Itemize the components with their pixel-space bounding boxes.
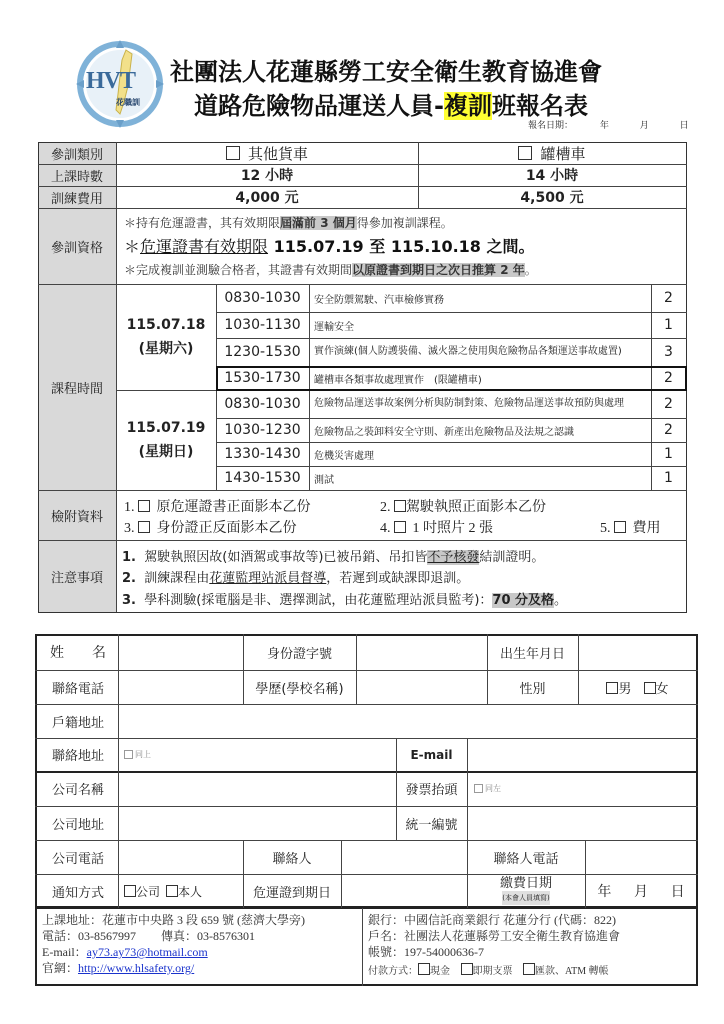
gender-label: 性別 <box>519 681 546 697</box>
email-label: E-mail <box>410 747 453 762</box>
category-label: 參訓類別 <box>50 147 103 163</box>
session-topic: 安全防禦駕駛、汽車檢修實務 <box>314 294 444 306</box>
pay-cash-label: 現金 <box>430 966 450 977</box>
attachment-num: 5. <box>600 521 611 536</box>
checkbox[interactable] <box>138 500 150 512</box>
note-text: 學科測驗(採電腦是非、選擇測試，由花蓮監理站派員監考)： <box>144 593 493 608</box>
contact-person-input[interactable] <box>342 841 466 873</box>
payment-method-label: 付款方式： <box>368 966 418 977</box>
day-date: 115.07.19 <box>126 420 206 436</box>
checkbox-other-truck[interactable] <box>226 146 240 160</box>
signup-day[interactable]: 日 <box>679 121 689 131</box>
education-label: 學歷(學校名稱) <box>255 681 344 697</box>
qual-text: 。 <box>524 263 537 277</box>
cert-expiry-input[interactable] <box>342 875 466 907</box>
phone-input[interactable] <box>119 671 242 703</box>
checkbox-tank-truck[interactable] <box>518 146 532 160</box>
note-text: 。 <box>554 593 568 608</box>
attachment-text: 費用 <box>632 521 661 536</box>
checkbox[interactable] <box>394 521 406 533</box>
option-tank-truck[interactable] <box>418 142 686 164</box>
footer-email-label: E-mail： <box>42 945 87 959</box>
qualification-line-2 <box>124 234 535 257</box>
note-underline: 花蓮監理站派員督導 <box>209 571 327 586</box>
company-name-label: 公司名稱 <box>51 783 104 798</box>
notify-self[interactable] <box>166 883 202 900</box>
attachment-item-1[interactable] <box>124 496 311 516</box>
note-3 <box>122 589 567 608</box>
checkbox-notify-company[interactable] <box>124 885 136 897</box>
checkbox[interactable] <box>614 521 626 533</box>
attachment-item-2[interactable] <box>380 496 546 516</box>
checkbox-same-left[interactable] <box>474 784 483 793</box>
account-name: 戶名：社團法人花蓮縣勞工安全衛生教育協進會 <box>368 929 621 943</box>
bank-name: 銀行：中國信託商業銀行 花蓮分行 (代碼：822) <box>368 913 616 927</box>
pay-date-label-cell <box>467 874 585 908</box>
household-address-label: 戶籍地址 <box>51 715 104 731</box>
attachment-text: 駕駛執照正面影本乙份 <box>406 500 546 515</box>
account-number: 帳號：197-54000636-7 <box>368 945 484 959</box>
note-2 <box>122 567 469 586</box>
title-highlight: 複訓 <box>443 92 492 120</box>
session-hours: 2 <box>664 290 673 306</box>
signup-month[interactable]: 月 <box>639 121 649 131</box>
cert-expiry-label: 危運證到期日 <box>252 885 331 901</box>
note-highlight: 不予核發 <box>427 550 480 565</box>
session-time: 1530-1730 <box>224 370 301 386</box>
option-other-truck[interactable] <box>116 142 418 164</box>
checkbox-cash[interactable] <box>418 963 430 975</box>
attachment-text: 身份證正反面影本乙份 <box>156 521 297 536</box>
session-topic: 危險物品之裝卸料安全守則、新產出危險物品及法規之認識 <box>314 426 574 438</box>
title-suffix: 班報名表 <box>491 92 588 120</box>
session-hours: 2 <box>664 422 673 438</box>
session-hours: 2 <box>664 370 673 386</box>
phone-fax <box>42 928 305 944</box>
contact-address-label: 聯絡地址 <box>51 749 104 764</box>
contact-address-input[interactable] <box>124 738 394 771</box>
attachment-item-4[interactable] <box>380 517 493 537</box>
footer-bank <box>368 912 620 980</box>
hours-other-truck: 12 小時 <box>240 168 294 184</box>
note-text: 結訓證明。 <box>479 550 545 565</box>
pay-date-label: 繳費日期 <box>499 876 552 891</box>
birth-label: 出生年月日 <box>499 646 565 662</box>
note-num: 2. <box>122 571 136 586</box>
note-text: 駕駛執照因故(如酒駕或事故等)已被吊銷、吊扣皆 <box>144 550 428 565</box>
session-time: 1330-1430 <box>224 446 301 462</box>
fee-tank-truck: 4,500 元 <box>520 190 584 206</box>
attachment-item-3[interactable] <box>124 517 297 537</box>
pay-date-input[interactable] <box>586 874 696 908</box>
notes-label: 注意事項 <box>50 570 103 586</box>
qual-highlight: 屆滿前 3 個月 <box>280 216 357 230</box>
note-text: ，若遲到或缺課即退訓。 <box>326 571 470 586</box>
phone-label: 聯絡電話 <box>51 681 104 697</box>
qual-star: ＊ <box>124 237 141 256</box>
note-1 <box>122 546 544 565</box>
contact-phone-input[interactable] <box>586 841 696 873</box>
pay-month: 月 <box>633 884 648 900</box>
checkbox-check[interactable] <box>461 963 473 975</box>
session-topic: 實作演練(個人防護裝備、滅火器之使用與危險物品各類運送事故處置) <box>314 346 622 357</box>
day-weekday: (星期日) <box>138 444 194 460</box>
org-name: 社團法人花蓮縣勞工安全衛生教育協進會 <box>170 58 602 86</box>
footer-website-link[interactable]: http://www.hlsafety.org/ <box>78 961 195 975</box>
fee-other-truck: 4,000 元 <box>235 190 299 206</box>
tax-id-input[interactable] <box>468 807 696 839</box>
footer-email-link[interactable]: ay73.ay73@hotmail.com <box>86 945 208 959</box>
male-label: 男 <box>618 681 632 697</box>
invoice-title-label: 發票抬頭 <box>405 783 458 798</box>
signup-date-label: 報名日期： <box>528 121 574 131</box>
contact-phone-label: 聯絡人電話 <box>493 851 559 867</box>
session-hours: 2 <box>664 396 673 412</box>
schedule-day-2 <box>116 390 216 490</box>
qualification-line-3 <box>124 261 537 278</box>
payment-methods <box>368 963 620 980</box>
note-num: 3. <box>122 593 136 608</box>
id-input[interactable] <box>357 636 486 669</box>
logo-subtext: 花職訓 <box>116 98 140 107</box>
day-date: 115.07.18 <box>126 317 206 333</box>
notify-company-label: 公司 <box>136 884 161 899</box>
session-time: 1230-1530 <box>224 344 301 360</box>
footer-phone: 電話：03-8567997 <box>42 929 136 943</box>
name-label: 姓 名 <box>50 645 106 661</box>
company-phone-label: 公司電話 <box>51 851 104 867</box>
checkbox-notify-self[interactable] <box>166 885 178 897</box>
session-topic: 危機災害處理 <box>314 450 374 462</box>
household-address-input[interactable] <box>119 705 696 737</box>
company-name-input[interactable] <box>119 773 395 805</box>
pay-year: 年 <box>597 884 612 900</box>
session-time: 1030-1130 <box>224 317 301 333</box>
logo <box>76 40 164 128</box>
qual-validity-range: 115.07.19 至 115.10.18 之間。 <box>268 237 535 256</box>
company-phone-input[interactable] <box>119 841 242 873</box>
note-highlight: 70 分及格 <box>492 593 555 608</box>
pay-date-note: (本會人員填寫) <box>502 891 549 905</box>
attachment-num: 4. <box>380 521 391 536</box>
attachment-num: 3. <box>124 521 135 536</box>
note-num: 1. <box>122 550 136 565</box>
footer-email-line <box>42 944 305 960</box>
qual-highlight: 以原證書到期日之次日推算 2 年 <box>352 263 525 277</box>
footer-contact <box>42 912 305 976</box>
footer-website-label: 官網： <box>42 961 79 975</box>
contact-person-label: 聯絡人 <box>272 851 312 867</box>
day-weekday: (星期六) <box>138 341 194 357</box>
pay-day: 日 <box>670 884 685 900</box>
session-topic: 罐槽車各類事故處理實作 (限罐槽車) <box>314 374 482 386</box>
company-address-label: 公司地址 <box>51 817 104 833</box>
title-prefix: 道路危險物品運送人員- <box>194 92 444 120</box>
attachment-num: 2. <box>380 500 391 515</box>
invoice-title-input[interactable] <box>474 771 694 806</box>
session-hours: 1 <box>664 317 673 333</box>
session-hours: 1 <box>664 446 673 462</box>
session-time: 0830-1030 <box>224 396 301 412</box>
attachment-item-5[interactable] <box>600 517 661 537</box>
logo-text: HVT <box>86 68 136 94</box>
signup-date <box>528 118 689 131</box>
checkbox-transfer[interactable] <box>523 963 535 975</box>
notify-method-label: 通知方式 <box>51 885 104 901</box>
signup-year[interactable]: 年 <box>599 121 609 131</box>
birth-input[interactable] <box>579 636 696 669</box>
name-input[interactable] <box>119 636 242 669</box>
schedule-day-1 <box>116 284 216 390</box>
checkbox-female[interactable] <box>644 682 656 694</box>
pay-check-label: 即期支票 <box>472 966 513 977</box>
notify-method-options <box>124 874 242 908</box>
attachments-label: 檢附資料 <box>50 509 103 525</box>
checkbox-same-above[interactable] <box>124 750 133 759</box>
note-text: 訓練課程由 <box>144 571 210 586</box>
session-time: 1030-1230 <box>224 422 301 438</box>
hours-label: 上課時數 <box>50 169 103 185</box>
tax-id-label: 統一編號 <box>405 817 458 833</box>
qualification-label: 參訓資格 <box>50 240 103 256</box>
notify-self-label: 本人 <box>178 884 203 899</box>
attachment-text: 原危運證書正面影本乙份 <box>156 500 311 515</box>
qual-underline: 危運證書有效期限 <box>140 237 269 256</box>
session-hours: 1 <box>664 470 673 486</box>
checkbox-male[interactable] <box>606 682 618 694</box>
session-time: 1430-1530 <box>224 470 301 486</box>
footer-website-line <box>42 960 305 976</box>
form-title <box>194 86 614 121</box>
qual-text: ＊持有危運證書，其有效期限 <box>124 216 281 230</box>
same-left-label: 同左 <box>485 784 501 793</box>
notify-company[interactable] <box>124 883 160 900</box>
qual-text: ＊完成複訓並測驗合格者，其證書有效期間 <box>124 263 353 277</box>
checkbox[interactable] <box>394 500 406 512</box>
schedule-label: 課程時間 <box>50 381 103 397</box>
option-other-truck-label: 其他貨車 <box>247 144 308 163</box>
id-label: 身份證字號 <box>266 646 332 662</box>
checkbox[interactable] <box>138 521 150 533</box>
footer-fax: 傳真：03-8576301 <box>161 929 255 943</box>
session-topic: 測試 <box>314 474 334 486</box>
hours-tank-truck: 14 小時 <box>525 168 579 184</box>
class-address: 上課地址：花蓮市中央路 3 段 659 號 (慈濟大學旁) <box>42 913 305 927</box>
company-address-input[interactable] <box>119 807 395 839</box>
session-topic: 危險物品運送事故案例分析與防制對策、危險物品運送事故預防與處理 <box>314 398 624 409</box>
same-above-label: 同上 <box>135 750 151 759</box>
attachment-text: 1 吋照片 2 張 <box>412 521 493 536</box>
qual-text: 得參加複訓課程。 <box>356 216 453 230</box>
qualification-line-1 <box>124 214 453 231</box>
gender-male[interactable] <box>606 678 631 697</box>
session-topic: 運輸安全 <box>314 321 354 333</box>
session-hours: 3 <box>664 344 673 360</box>
email-input[interactable] <box>468 739 696 770</box>
attachment-num: 1. <box>124 500 135 515</box>
gender-female[interactable] <box>644 678 669 697</box>
option-tank-truck-label: 罐槽車 <box>540 144 586 163</box>
session-time: 0830-1030 <box>224 290 301 306</box>
pay-transfer-label: 匯款、ATM 轉帳 <box>535 966 609 977</box>
gender-options <box>579 670 696 704</box>
fee-label: 訓練費用 <box>50 191 103 207</box>
education-input[interactable] <box>357 671 486 703</box>
female-label: 女 <box>655 681 669 697</box>
